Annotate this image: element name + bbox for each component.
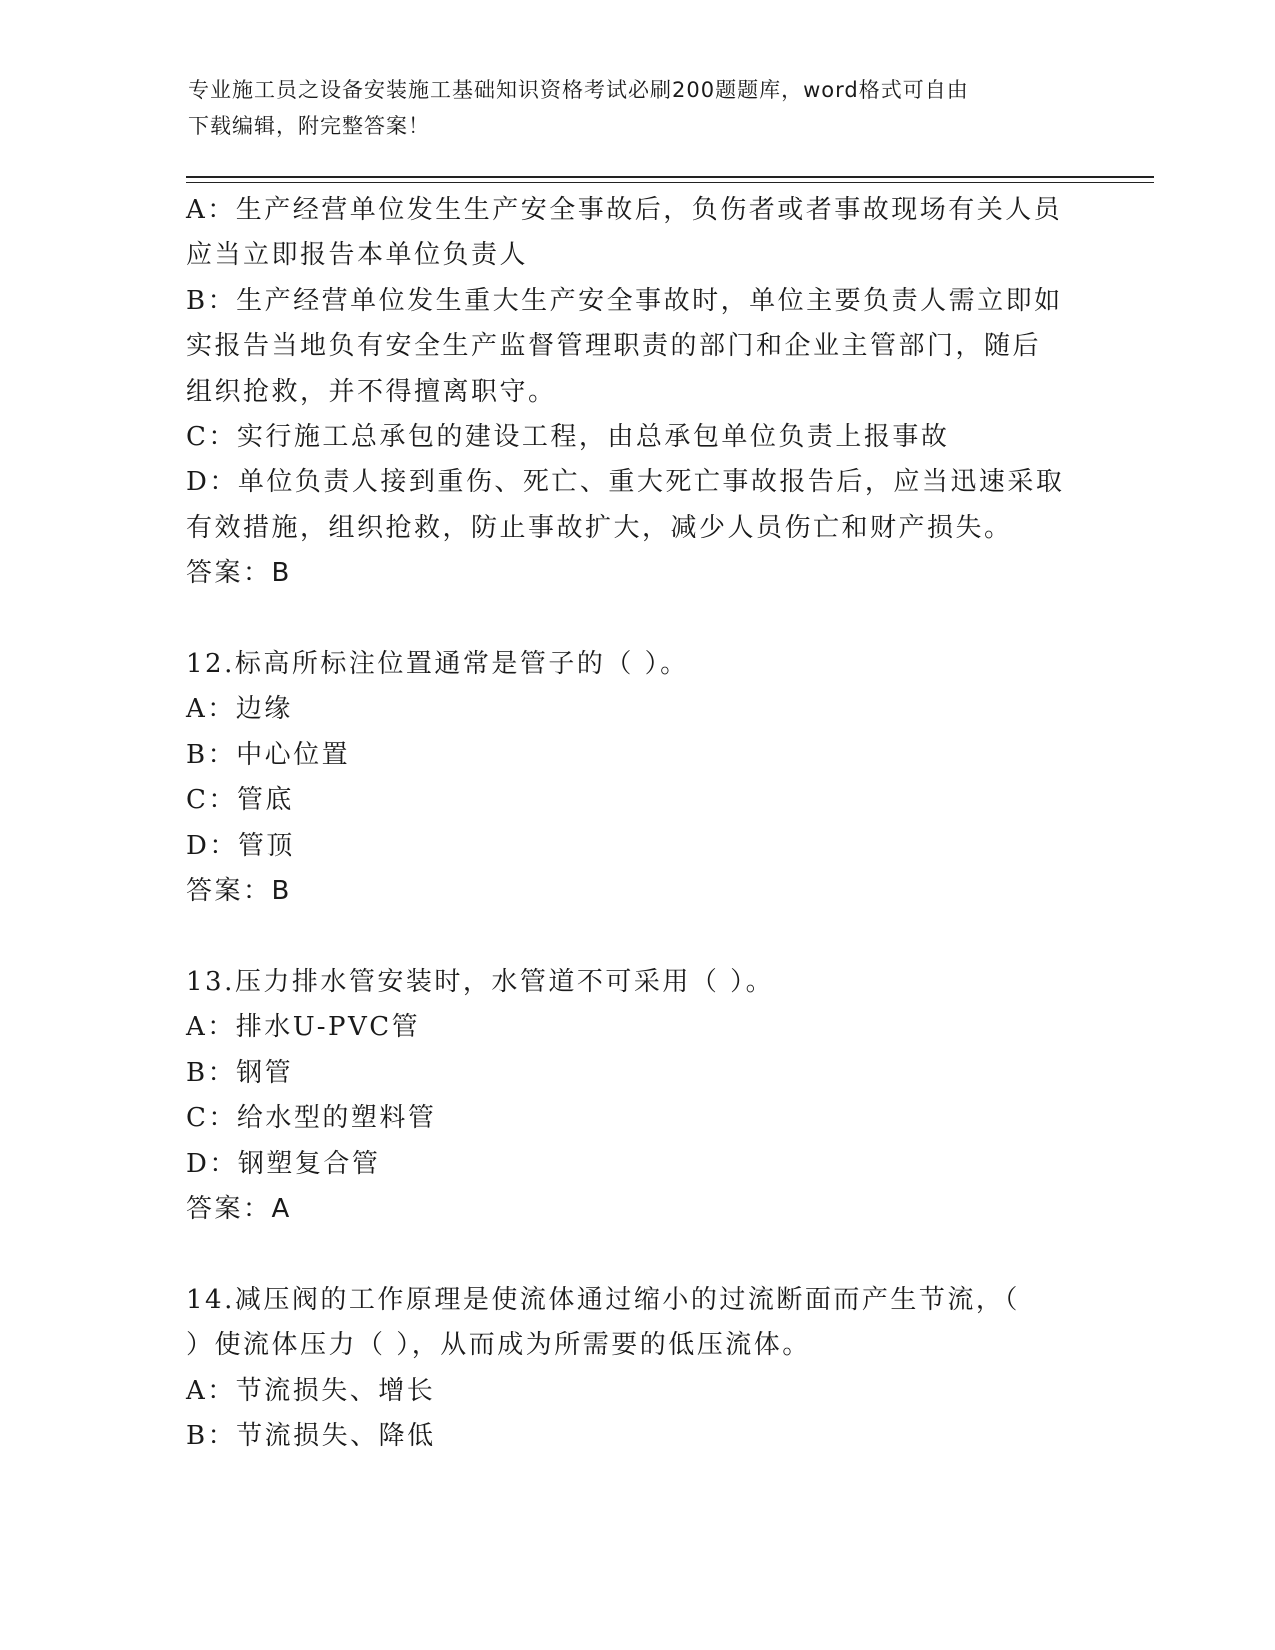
option-a-line-1: A：生产经营单位发生生产安全事故后，负伤者或者事故现场有关人员 [186,195,1063,225]
header-line-1: 专业施工员之设备安装施工基础知识资格考试必刷200题题库，word格式可自由 [188,78,969,102]
header-divider-thin [186,182,1154,183]
header-line-2: 下载编辑，附完整答案！ [188,114,430,138]
option-d: D：管顶 [186,830,295,861]
option-c: C：给水型的塑料管 [186,1103,437,1134]
document-header [188,72,1068,144]
option-b-line-1: B：生产经营单位发生重大生产安全事故时，单位主要负责人需立即如 [186,285,1063,316]
question-stem: 12.标高所标注位置通常是管子的（ ）。 [186,649,689,680]
question-spacer [186,914,1086,959]
option-b: B：中心位置 [186,739,351,770]
question-13 [186,960,1086,1232]
question-stem: 13.压力排水管安装时，水管道不可采用（ ）。 [186,966,775,997]
option-a: A：节流损失、增长 [186,1375,436,1406]
answer-label: 答案：A [186,1193,292,1224]
question-stem-line-2: ）使流体压力（ ），从而成为所需要的低压流体。 [186,1330,811,1361]
option-c-line-1: C：实行施工总承包的建设工程，由总承包单位负责上报事故 [186,422,950,453]
option-b-line-2: 实报告当地负有安全生产监督管理职责的部门和企业主管部门，随后 [186,331,1042,362]
question-12 [186,642,1086,914]
option-d-line-2: 有效措施，组织抢救，防止事故扩大，减少人员伤亡和财产损失。 [186,512,1013,543]
option-a: A：边缘 [186,694,293,725]
option-a: A：排水U-PVC管 [186,1012,421,1043]
option-b: B：钢管 [186,1057,294,1088]
option-b-line-3: 组织抢救，并不得擅离职守。 [186,376,557,407]
answer-label: 答案：B [186,558,292,589]
question-11-options [186,188,1086,597]
question-14 [186,1278,1086,1460]
question-spacer [186,1232,1086,1277]
option-a-line-2: 应当立即报告本单位负责人 [186,240,529,271]
question-content [186,188,1086,1459]
answer-label: 答案：B [186,876,292,907]
header-divider-thick [186,176,1154,178]
option-b: B：节流损失、降低 [186,1420,436,1451]
question-stem-line-1: 14.减压阀的工作原理是使流体通过缩小的过流断面而产生节流，（ [186,1284,1020,1315]
option-c: C：管底 [186,785,294,816]
option-d-line-1: D：单位负责人接到重伤、死亡、重大死亡事故报告后，应当迅速采取 [186,467,1065,498]
option-d: D：钢塑复合管 [186,1148,381,1179]
question-spacer [186,597,1086,642]
